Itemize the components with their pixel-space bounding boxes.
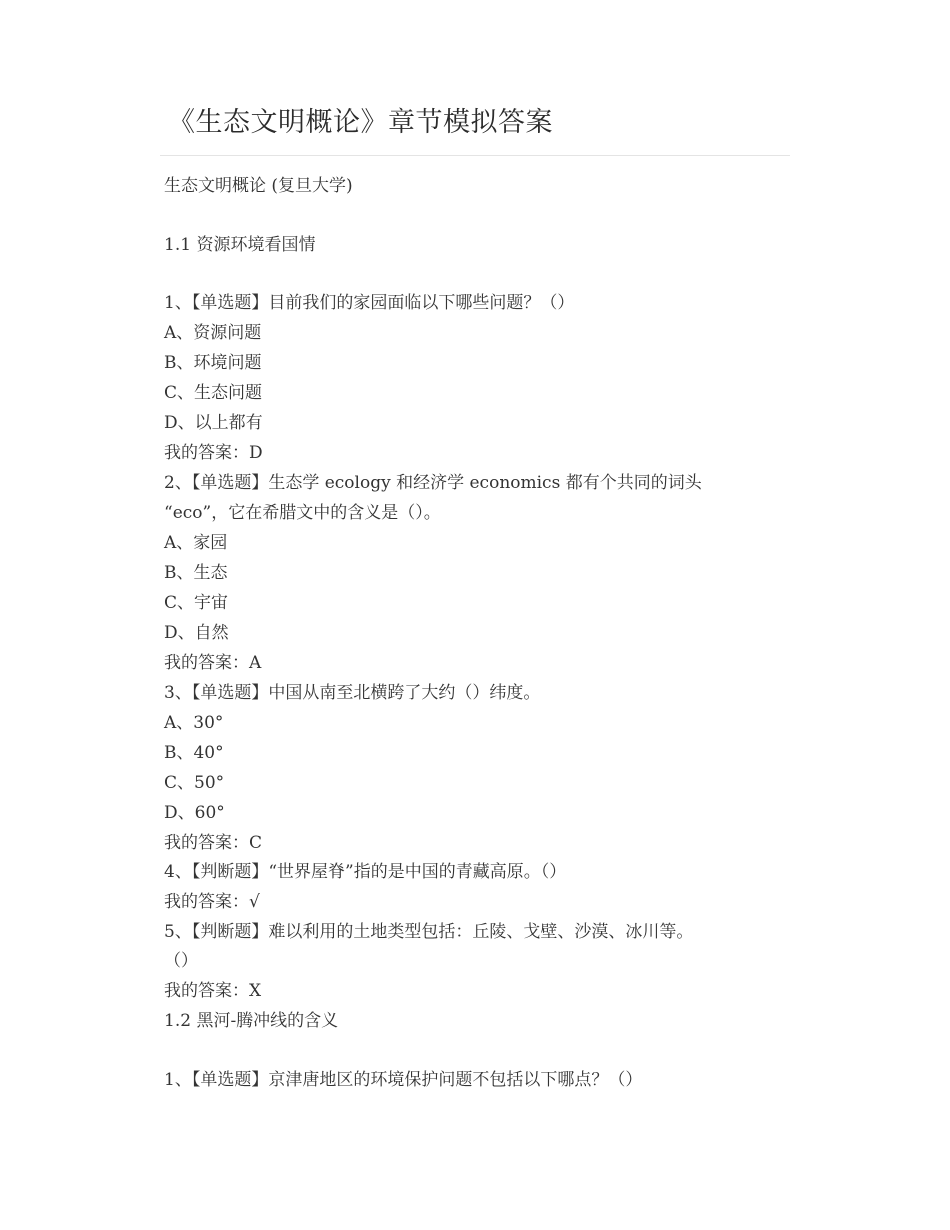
- option-d: D、60°: [164, 803, 225, 823]
- question-text-continued: “eco”，它在希腊文中的含义是（）。: [164, 503, 441, 523]
- my-answer: 我的答案：A: [164, 653, 262, 673]
- option-a: A、资源问题: [164, 323, 262, 343]
- question-text-continued: （）: [164, 951, 198, 971]
- option-a: A、30°: [164, 713, 224, 733]
- my-answer: 我的答案：C: [164, 833, 263, 853]
- question-text: 3、【单选题】中国从南至北横跨了大约（）纬度。: [164, 683, 541, 703]
- my-answer: 我的答案：X: [164, 981, 262, 1001]
- document-title: 《生态文明概论》章节模拟答案: [168, 107, 553, 138]
- title-divider: [160, 155, 790, 156]
- option-b: B、生态: [164, 563, 228, 583]
- question-text: 4、【判断题】“世界屋脊”指的是中国的青藏高原。（）: [164, 862, 567, 882]
- question-text: 2、【单选题】生态学 ecology 和经济学 economics 都有个共同的词头: [164, 473, 702, 493]
- option-c: C、宇宙: [164, 593, 229, 613]
- my-answer: 我的答案：√: [164, 892, 260, 912]
- course-name: 生态文明概论 (复旦大学): [164, 176, 353, 196]
- section-heading: 1.1 资源环境看国情: [164, 235, 316, 255]
- option-c: C、50°: [164, 773, 225, 793]
- question-text: 5、【判断题】难以利用的土地类型包括：丘陵、戈壁、沙漠、冰川等。: [164, 922, 694, 942]
- option-d: D、自然: [164, 623, 229, 643]
- option-b: B、40°: [164, 743, 224, 763]
- section-heading: 1.2 黑河-腾冲线的含义: [164, 1011, 339, 1031]
- option-d: D、以上都有: [164, 413, 263, 433]
- option-a: A、家园: [164, 533, 228, 553]
- option-c: C、生态问题: [164, 383, 263, 403]
- my-answer: 我的答案：D: [164, 443, 263, 463]
- question-text: 1、【单选题】京津唐地区的环境保护问题不包括以下哪点？（）: [164, 1070, 643, 1090]
- question-text: 1、【单选题】目前我们的家园面临以下哪些问题？（）: [164, 293, 575, 313]
- option-b: B、环境问题: [164, 353, 262, 373]
